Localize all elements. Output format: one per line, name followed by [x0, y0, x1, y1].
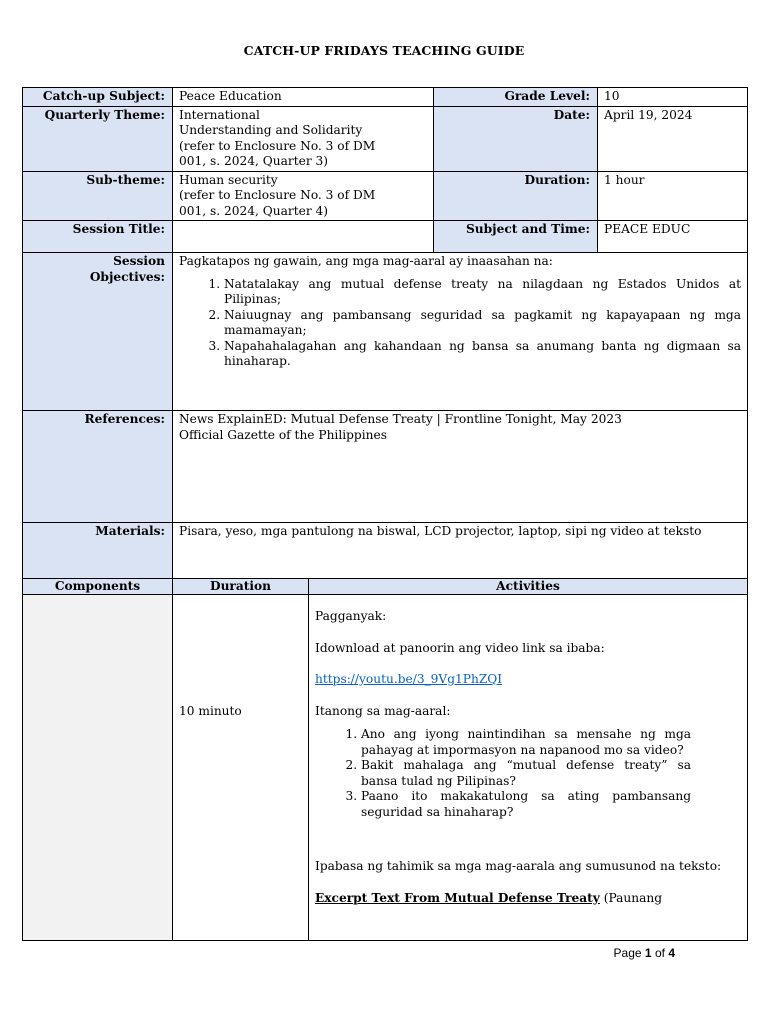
subject-row	[23, 88, 748, 107]
objectives-intro: Pagkatapos ng gawain, ang mga mag-aaral ay inaasahan na:	[179, 254, 553, 268]
objectives-label-line: Session	[113, 254, 165, 268]
subtheme-line: (refer to Enclosure No. 3 of DM	[179, 188, 376, 202]
video-link-text[interactable]: https://youtu.be/3_9Vg1PhZQI	[315, 672, 503, 686]
question-item: 2. Bakit mahalaga ang “mutual defense treaty” sa bansa tulad ng Pilipinas?	[361, 758, 691, 789]
grade-level-label: Grade Level:	[434, 88, 598, 107]
duration-label: Duration:	[434, 171, 598, 221]
theme-line: International	[179, 107, 260, 122]
activity-duration	[173, 595, 309, 941]
theme-line: Understanding and Solidarity	[179, 123, 363, 137]
quarterly-theme-value	[173, 106, 434, 171]
sub-theme-value	[173, 171, 434, 221]
theme-line: 001, s. 2024, Quarter 3)	[179, 154, 329, 168]
session-title-value	[173, 221, 434, 253]
duration-header: Duration	[173, 579, 309, 595]
excerpt-title: Excerpt Text From Mutual Defense Treaty	[315, 890, 600, 905]
activity-row	[23, 595, 748, 941]
column-header-row	[23, 579, 748, 595]
session-objectives-content	[173, 253, 748, 411]
grade-level-value: 10	[598, 88, 748, 107]
activities-content	[309, 595, 748, 941]
video-link[interactable]	[315, 672, 741, 688]
reference-item: Official Gazette of the Philippines	[179, 427, 387, 442]
components-cell	[23, 595, 173, 941]
session-title-row	[23, 221, 748, 253]
session-objectives-label	[23, 253, 173, 411]
date-label: Date:	[434, 106, 598, 171]
materials-content: Pisara, yeso, mga pantulong na biswal, LCD projector, laptop, sipi ng video at teksto	[173, 523, 748, 579]
components-header: Components	[23, 579, 173, 595]
objective-item: 2. Naiuugnay ang pambansang seguridad sa pagkamit ng kapayapaan ng mga mamamayan;	[224, 308, 741, 339]
materials-label: Materials:	[23, 523, 173, 579]
document-title: CATCH-UP FRIDAYS TEACHING GUIDE	[243, 43, 525, 58]
reference-item: News ExplainED: Mutual Defense Treaty | Frontline Tonight, May 2023	[179, 412, 622, 426]
page-word: Page	[613, 946, 642, 960]
sub-theme-label: Sub-theme:	[23, 171, 173, 221]
objectives-list	[179, 277, 741, 370]
questions-list	[315, 727, 741, 820]
reading-instruction: Ipabasa ng tahimik sa mga mag-aarala ang sumusunod na teksto:	[315, 859, 722, 873]
question-item: 1. Ano ang iyong naintindihan sa mensahe ng mga pahayag at impormasyon na napanood mo sa video?	[361, 727, 691, 758]
page-number: 1	[644, 946, 652, 960]
subject-and-time-value: PEACE EDUC	[598, 221, 748, 253]
objective-item: 1. Natatalakay ang mutual defense treaty na nilagdaan ng Estados Unidos at Pilipinas;	[224, 277, 741, 308]
references-row	[23, 411, 748, 523]
theme-line: (refer to Enclosure No. 3 of DM	[179, 138, 376, 153]
teaching-guide-table	[22, 87, 748, 941]
activities-header: Activities	[309, 579, 748, 595]
activity-duration-value: 10 minuto	[179, 704, 242, 719]
duration-value: 1 hour	[598, 171, 748, 221]
objective-item: 3. Napahahalagahan ang kahandaan ng bansa sa anumang banta ng digmaan sa hinaharap.	[224, 339, 741, 370]
excerpt-note: (Paunang	[599, 890, 663, 905]
catch-up-subject-value: Peace Education	[173, 88, 434, 107]
references-content	[173, 411, 748, 523]
session-title-label: Session Title:	[23, 221, 173, 253]
subtheme-line: 001, s. 2024, Quarter 4)	[179, 203, 329, 218]
objectives-row	[23, 253, 748, 411]
page-footer	[614, 946, 675, 960]
date-value: April 19, 2024	[598, 106, 748, 171]
catch-up-subject-label: Catch-up Subject:	[23, 88, 173, 107]
question-item: 3. Paano ito makakatulong sa ating pambansang seguridad sa hinaharap?	[361, 789, 691, 820]
subtheme-line: Human security	[179, 172, 278, 187]
motivation-heading: Pagganyak:	[315, 609, 387, 623]
quarterly-theme-label: Quarterly Theme:	[23, 106, 173, 171]
materials-row	[23, 523, 748, 579]
references-label: References:	[23, 411, 173, 523]
of-word: of	[654, 946, 665, 960]
ask-heading: Itanong sa mag-aaral:	[315, 703, 451, 718]
subtheme-row	[23, 171, 748, 221]
subject-and-time-label: Subject and Time:	[434, 221, 598, 253]
theme-row	[23, 106, 748, 171]
page-total: 4	[668, 946, 675, 960]
excerpt-heading	[315, 891, 741, 907]
objectives-label-line: Objectives:	[89, 269, 165, 284]
video-instruction: Idownload at panoorin ang video link sa ibaba:	[315, 640, 605, 655]
